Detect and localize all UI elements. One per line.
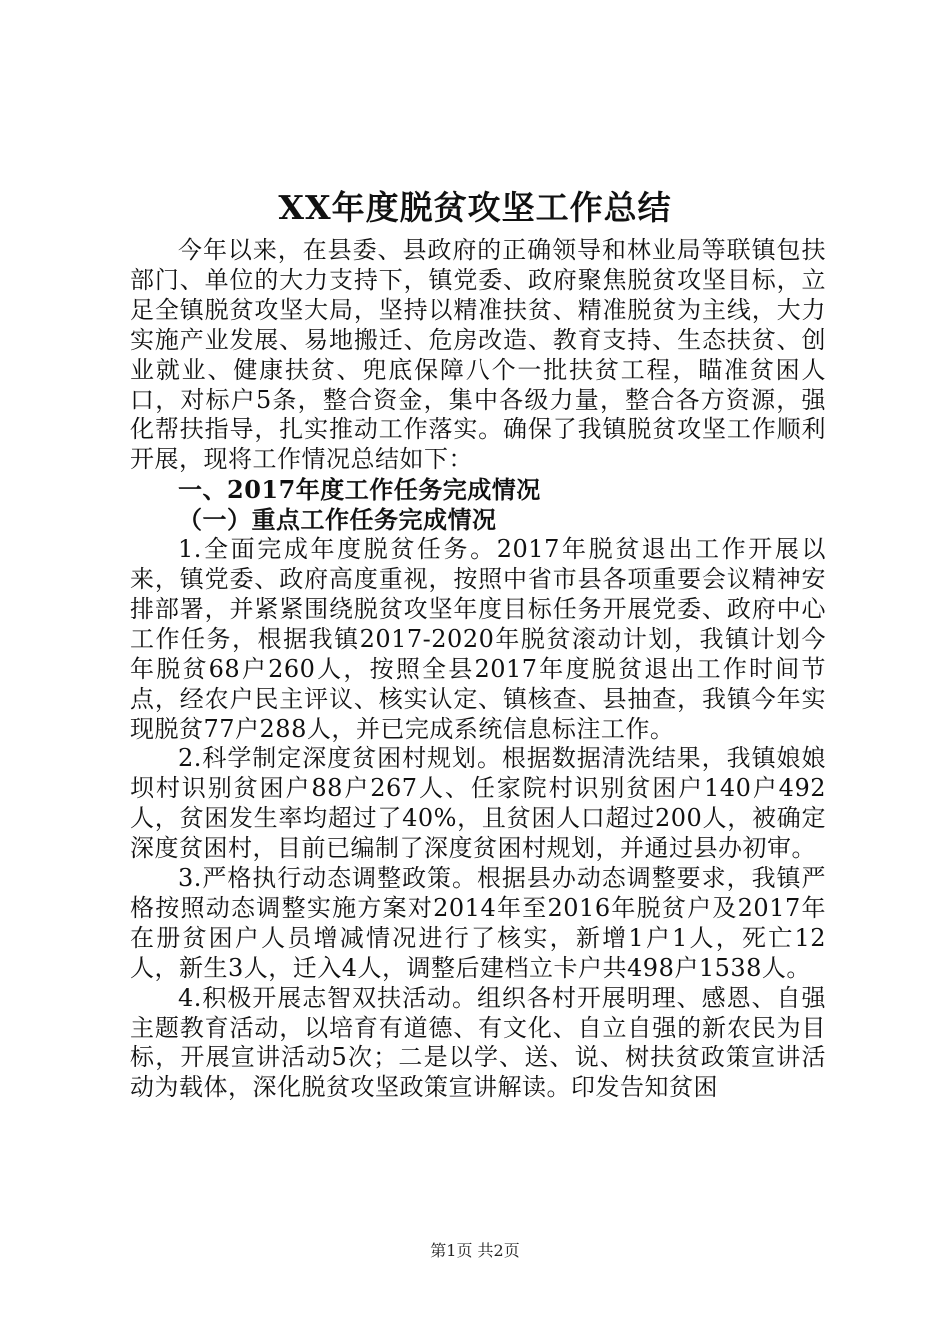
item-paragraph-3: 3.严格执行动态调整政策。根据县办动态调整要求，我镇严格按照动态调整实施方案对2014年至2016年脱贫户及2017年在册贫困户人员增减情况进行了核实，新增1户1人，死亡12人，新生3人，迁入4人，调整后建档立卡户共498户1538人。 (130, 864, 826, 982)
item-paragraph-1: 1.全面完成年度脱贫任务。2017年脱贫退出工作开展以来，镇党委、政府高度重视，按照中省市县各项重要会议精神安排部署，并紧紧围绕脱贫攻坚年度目标任务开展党委、政府中心工作任务，根据我镇2017-2020年脱贫滚动计划，我镇计划今年脱贫68户260人，按照全县2017年度脱贫退出工作时间节点，经农户民主评议、核实认定、镇核查、县抽查，我镇今年实现脱贫77户288人，并已完成系统信息标注工作。 (130, 535, 826, 743)
item-paragraph-4: 4.积极开展志智双扶活动。组织各村开展明理、感恩、自强主题教育活动，以培育有道德、有文化、自立自强的新农民为目标，开展宣讲活动5次；二是以学、送、说、树扶贫政策宣讲活动为载体，深化脱贫攻坚政策宣讲解读。印发告知贫困 (130, 983, 826, 1102)
page-number-footer: 第1页 共2页 (430, 1241, 520, 1260)
item-paragraph-2: 2.科学制定深度贫困村规划。根据数据清洗结果，我镇娘娘坝村识别贫困户88户267人、任家院村识别贫困户140户492人，贫困发生率均超过了40%，且贫困人口超过200人，被确定深度贫困村，目前已编制了深度贫困村规划，并通过县办初审。 (130, 744, 826, 863)
document-body (130, 236, 826, 1103)
document-title: XX年度脱贫攻坚工作总结 (278, 188, 672, 227)
subsection-heading: （一）重点工作任务完成情况 (178, 505, 497, 535)
intro-paragraph: 今年以来，在县委、县政府的正确领导和林业局等联镇包扶部门、单位的大力支持下，镇党委、政府聚焦脱贫攻坚目标，立足全镇脱贫攻坚大局，坚持以精准扶贫、精准脱贫为主线，大力实施产业发展、易地搬迁、危房改造、教育支持、生态扶贫、创业就业、健康扶贫、兜底保障八个一批扶贫工程，瞄准贫困人口，对标户5条，整合资金，集中各级力量，整合各方资源，强化帮扶指导，扎实推动工作落实。确保了我镇脱贫攻坚工作顺利开展，现将工作情况总结如下： (130, 236, 826, 474)
section-heading: 一、2017年度工作任务完成情况 (178, 475, 541, 505)
